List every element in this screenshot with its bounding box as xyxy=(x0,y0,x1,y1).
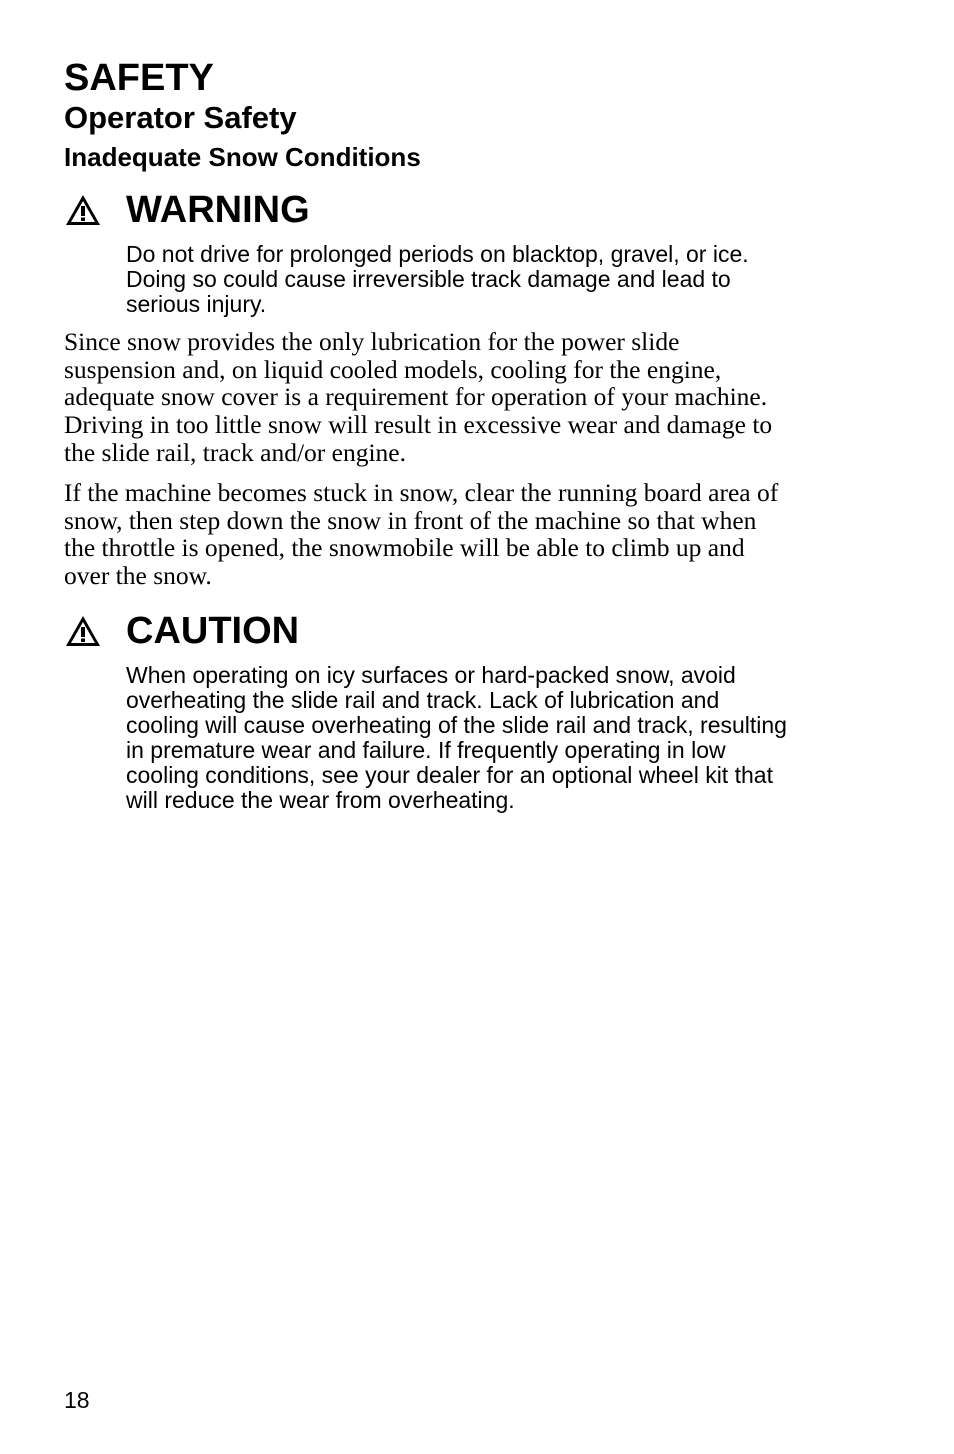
body-paragraph-1 xyxy=(64,328,864,467)
section-title: SAFETY xyxy=(64,57,214,99)
topic-title: Inadequate Snow Conditions xyxy=(64,142,421,172)
warning-line: serious injury. xyxy=(126,291,267,317)
warning-header xyxy=(64,188,310,232)
caution-title: CAUTION xyxy=(126,610,300,652)
warning-title: WARNING xyxy=(126,189,310,231)
caution-header xyxy=(64,609,299,653)
warning-text xyxy=(126,242,866,317)
paragraph-line: the slide rail, track and/or engine. xyxy=(64,437,406,467)
paragraph-line: snow, then step down the snow in front of the machine so that when xyxy=(64,505,757,535)
warning-line: Doing so could cause irreversible track damage and lead to xyxy=(126,266,731,292)
caution-line: will reduce the wear from overheating. xyxy=(126,787,515,813)
paragraph-line: Since snow provides the only lubrication for the power slide xyxy=(64,327,680,356)
caution-line: overheating the slide rail and track. Lack of lubrication and xyxy=(126,687,720,713)
caution-line: in premature wear and failure. If frequently operating in low xyxy=(126,737,726,763)
caution-line: cooling conditions, see your dealer for an optional wheel kit that xyxy=(126,762,773,788)
warning-triangle-icon xyxy=(64,193,102,227)
subsection-title: Operator Safety xyxy=(64,100,297,135)
page-number: 18 xyxy=(64,1387,90,1413)
body-paragraph-2 xyxy=(64,479,864,590)
warning-triangle-icon xyxy=(64,614,102,648)
paragraph-line: If the machine becomes stuck in snow, clear the running board area of xyxy=(64,478,779,507)
caution-line: cooling will cause overheating of the slide rail and track, resulting xyxy=(126,712,787,738)
paragraph-line: Driving in too little snow will result in excessive wear and damage to xyxy=(64,410,773,440)
caution-line: When operating on icy surfaces or hard-packed snow, avoid xyxy=(126,662,736,688)
warning-line: Do not drive for prolonged periods on blacktop, gravel, or ice. xyxy=(126,241,749,267)
paragraph-line: adequate snow cover is a requirement for operation of your machine. xyxy=(64,382,768,412)
paragraph-line: the throttle is opened, the snowmobile will be able to climb up and xyxy=(64,533,745,563)
caution-text xyxy=(126,663,866,813)
paragraph-line: over the snow. xyxy=(64,561,212,591)
paragraph-line: suspension and, on liquid cooled models, cooling for the engine, xyxy=(64,354,722,384)
